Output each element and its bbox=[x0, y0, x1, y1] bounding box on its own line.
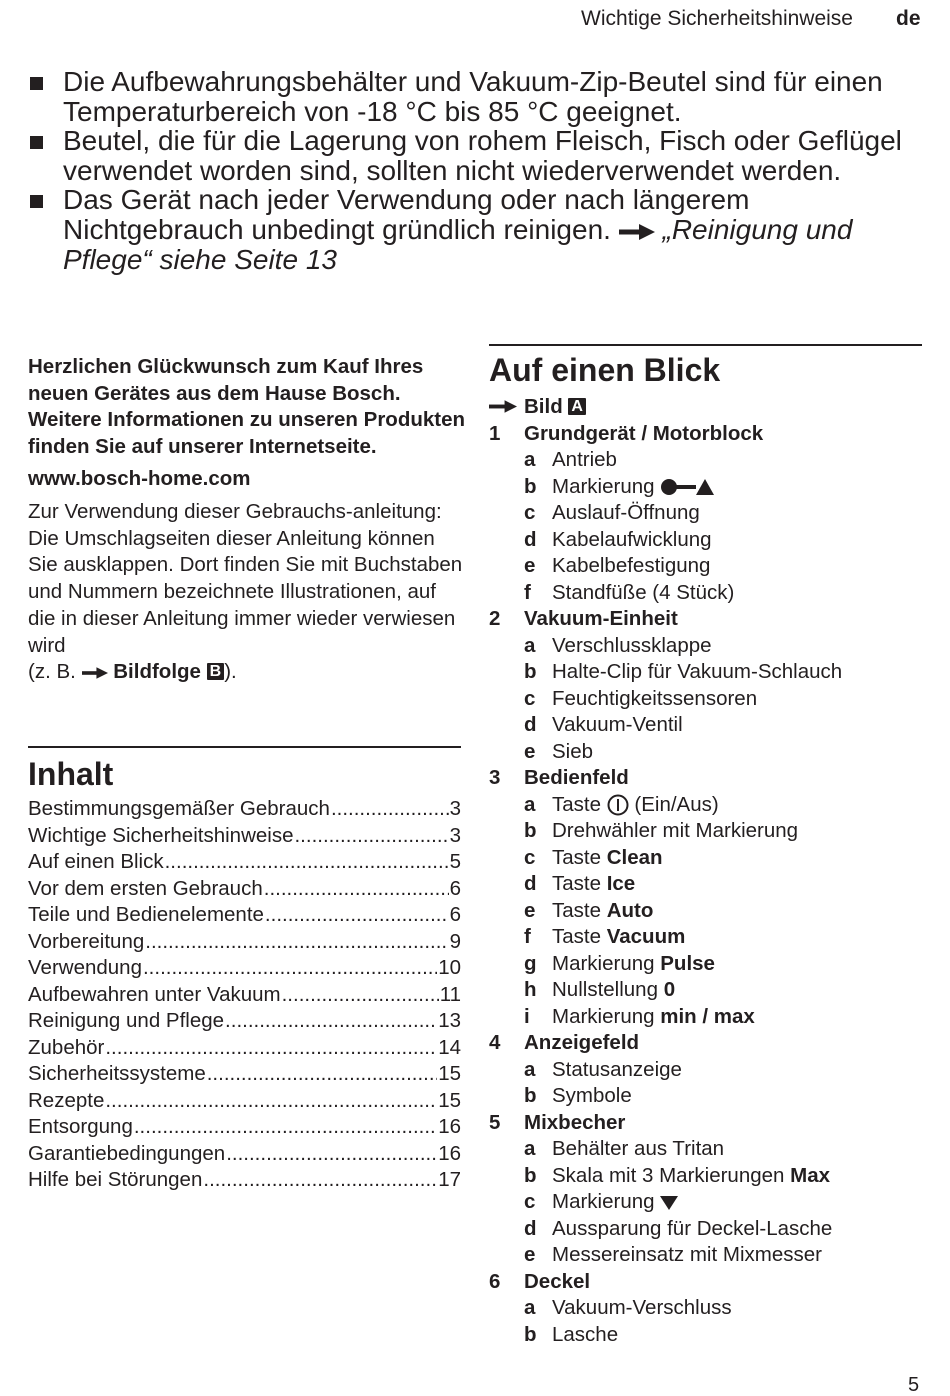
toc-entry-label: Bestimmungsgemäßer Gebrauch bbox=[28, 797, 330, 820]
toc-leader-dots bbox=[294, 823, 448, 850]
toc-entry-page: 15 bbox=[438, 1062, 461, 1085]
item-text: Kabelaufwicklung bbox=[552, 527, 712, 551]
toc-entry-label: Verwendung bbox=[28, 956, 142, 979]
toc-entry-label: Teile und Bedienelemente bbox=[28, 903, 264, 926]
toc-entry-label: Garantiebedingungen bbox=[28, 1141, 226, 1165]
item-letter: b bbox=[524, 819, 537, 842]
item-text: Statusanzeige bbox=[552, 1057, 682, 1081]
item-text: Vakuum-Ventil bbox=[552, 713, 683, 736]
item-control-label: 0 bbox=[663, 978, 676, 1001]
toc-entry[interactable] bbox=[28, 849, 461, 876]
item-text: Skala mit 3 Markierungen bbox=[552, 1163, 785, 1187]
item-letter: a bbox=[524, 792, 536, 816]
toc-entry-label: Reinigung und Pflege bbox=[28, 1009, 225, 1032]
parts-group-heading bbox=[489, 765, 929, 792]
figure-reference[interactable] bbox=[489, 394, 929, 421]
toc-leader-dots bbox=[264, 876, 449, 903]
power-icon bbox=[607, 794, 629, 816]
toc-entry[interactable] bbox=[28, 982, 461, 1009]
toc-entry-page: 6 bbox=[449, 876, 461, 900]
toc-entry[interactable] bbox=[28, 902, 461, 929]
item-letter: a bbox=[524, 633, 536, 657]
item-control-label: Vacuum bbox=[606, 925, 686, 948]
square-bullet-icon bbox=[30, 136, 43, 149]
part-item bbox=[489, 898, 929, 925]
part-item bbox=[489, 871, 929, 898]
group-title: Vakuum-Einheit bbox=[524, 607, 678, 630]
section-divider bbox=[28, 746, 461, 748]
item-text: Markierung bbox=[552, 951, 655, 975]
part-item bbox=[489, 633, 929, 660]
part-item bbox=[489, 845, 929, 872]
item-text: Nullstellung bbox=[552, 978, 658, 1001]
item-control-label: Clean bbox=[606, 845, 663, 869]
toc-entry[interactable] bbox=[28, 1167, 461, 1194]
part-item bbox=[489, 1083, 929, 1110]
toc-entry[interactable] bbox=[28, 1008, 461, 1035]
item-letter: e bbox=[524, 554, 536, 577]
toc-leader-dots bbox=[226, 1141, 437, 1168]
toc-leader-dots bbox=[207, 1061, 437, 1088]
bullet-text: Beutel, die für die Lagerung von rohem Fleisch, Fisch oder Geflügel verwendet worden sind, sollten nicht wiederverwendet werden. bbox=[63, 125, 902, 186]
toc-entry-page: 5 bbox=[449, 850, 461, 873]
bullet-text: Die Aufbewahrungsbehälter und Vakuum-Zip-Beutel sind für einen Temperaturbereich von -18 °C bis 85 °C geeignet. bbox=[63, 66, 883, 127]
item-text: Behälter aus Tritan bbox=[552, 1137, 725, 1160]
toc-entry-label: Vor dem ersten Gebrauch bbox=[28, 876, 263, 900]
item-text: Auslauf-Öffnung bbox=[552, 501, 700, 524]
part-item bbox=[489, 951, 929, 978]
item-text: Taste bbox=[552, 898, 601, 922]
item-control-label: Ice bbox=[606, 872, 636, 895]
toc-entry-page: 6 bbox=[449, 903, 461, 926]
item-control-label: Auto bbox=[606, 898, 654, 922]
item-letter: e bbox=[524, 1243, 536, 1266]
item-letter: c bbox=[524, 686, 536, 710]
item-control-label: Pulse bbox=[660, 951, 715, 975]
toc-entry-label: Hilfe bei Störungen bbox=[28, 1168, 203, 1191]
toc-entry[interactable] bbox=[28, 796, 461, 823]
toc-entry-label: Aufbewahren unter Vakuum bbox=[28, 982, 281, 1006]
toc-entry[interactable] bbox=[28, 1114, 461, 1141]
part-item bbox=[489, 1163, 929, 1190]
item-letter: c bbox=[524, 1190, 536, 1213]
toc-entry-page: 3 bbox=[449, 797, 461, 820]
part-item bbox=[489, 1004, 929, 1031]
safety-bullet bbox=[28, 185, 908, 274]
toc-leader-dots bbox=[134, 1114, 437, 1141]
toc-entry[interactable] bbox=[28, 823, 461, 850]
toc-entry-label: Entsorgung bbox=[28, 1115, 133, 1138]
toc-leader-dots bbox=[331, 796, 449, 823]
parts-group-heading bbox=[489, 606, 929, 633]
item-text: Markierung bbox=[552, 1004, 655, 1028]
arrow-right-icon bbox=[82, 667, 108, 679]
toc-leader-dots bbox=[105, 1035, 437, 1062]
item-text: Taste bbox=[552, 925, 601, 948]
group-title: Grundgerät / Motorblock bbox=[524, 421, 764, 445]
part-item bbox=[489, 659, 929, 686]
safety-bullet bbox=[28, 67, 908, 126]
item-text: Halte-Clip für Vakuum-Schlauch bbox=[552, 660, 843, 683]
part-item bbox=[489, 977, 929, 1004]
toc-entry-page: 16 bbox=[438, 1115, 461, 1138]
square-bullet-icon bbox=[30, 195, 43, 208]
running-header-title: Wichtige Sicherheitshinweise bbox=[581, 7, 853, 30]
item-text: Vakuum-Verschluss bbox=[552, 1296, 732, 1319]
part-item bbox=[489, 1189, 929, 1216]
item-letter: b bbox=[524, 474, 537, 498]
part-item bbox=[489, 686, 929, 713]
part-item bbox=[489, 1322, 929, 1349]
part-item bbox=[489, 1295, 929, 1322]
usage-text: Zur Verwendung dieser Gebrauchs-anleitung: Die Umschlagseiten dieser Anleitung können Sie ausklappen. Dort finden Sie mit Buchstaben und Nummern bezeichnete Illustrationen, auf die in dieser Anleitung immer wieder verwiesen wird bbox=[28, 500, 463, 657]
item-letter: b bbox=[524, 1322, 537, 1346]
toc-entry[interactable] bbox=[28, 1035, 461, 1062]
congratulations-text: Herzlichen Glückwunsch zum Kauf Ihres neuen Gerätes aus dem Hause Bosch. Weitere Informationen zu unseren Produkten finden Sie auf unserer Internetseite. bbox=[28, 355, 466, 458]
item-text: Taste bbox=[552, 872, 601, 895]
group-title: Deckel bbox=[524, 1269, 591, 1293]
toc-entry-label: Rezepte bbox=[28, 1088, 105, 1112]
item-letter: e bbox=[524, 739, 536, 763]
part-item bbox=[489, 712, 929, 739]
toc-leader-dots bbox=[105, 1088, 437, 1115]
item-control-label: Max bbox=[790, 1163, 831, 1187]
item-text: Symbole bbox=[552, 1084, 632, 1107]
item-letter: a bbox=[524, 1296, 536, 1319]
part-item bbox=[489, 1216, 929, 1243]
group-number: 5 bbox=[489, 1110, 501, 1134]
part-item bbox=[489, 1057, 929, 1084]
item-letter: f bbox=[524, 580, 531, 604]
item-letter: a bbox=[524, 1137, 536, 1160]
safety-bullet bbox=[28, 126, 908, 185]
part-item bbox=[489, 474, 929, 501]
table-of-contents bbox=[28, 796, 461, 1194]
item-text: Feuchtigkeitssensoren bbox=[552, 686, 758, 710]
toc-entry-page: 11 bbox=[439, 982, 461, 1006]
parts-group-heading bbox=[489, 1269, 929, 1296]
figure-label: Bild bbox=[524, 395, 563, 418]
group-number: 4 bbox=[489, 1031, 501, 1054]
item-letter: b bbox=[524, 660, 537, 683]
toc-leader-dots bbox=[282, 982, 439, 1009]
website-url[interactable]: www.bosch-home.com bbox=[28, 467, 251, 490]
item-letter: c bbox=[524, 845, 536, 869]
group-number: 6 bbox=[489, 1269, 501, 1293]
item-text: Markierung bbox=[552, 1190, 655, 1213]
parts-group-heading bbox=[489, 421, 929, 448]
item-letter: h bbox=[524, 978, 537, 1001]
toc-entry-page: 9 bbox=[449, 929, 461, 953]
item-letter: d bbox=[524, 872, 537, 895]
toc-heading: Inhalt bbox=[28, 756, 114, 792]
item-letter: i bbox=[524, 1004, 530, 1028]
item-text: Markierung bbox=[552, 474, 655, 498]
part-item bbox=[489, 739, 929, 766]
figure-letter-badge: A bbox=[568, 398, 586, 415]
toc-entry-page: 14 bbox=[438, 1035, 461, 1059]
overview-heading: Auf einen Blick bbox=[489, 352, 721, 388]
toc-entry-label: Auf einen Blick bbox=[28, 850, 164, 873]
item-text: Drehwähler mit Markierung bbox=[552, 819, 799, 842]
item-text: Messereinsatz mit Mixmesser bbox=[552, 1243, 822, 1266]
group-title: Bedienfeld bbox=[524, 766, 629, 789]
toc-leader-dots bbox=[145, 929, 448, 956]
triangle-down-icon bbox=[660, 1195, 678, 1211]
item-letter: a bbox=[524, 448, 536, 471]
item-text: Taste bbox=[552, 845, 601, 869]
item-control-label: min / max bbox=[660, 1004, 755, 1028]
toc-leader-dots bbox=[203, 1167, 437, 1194]
toc-entry-page: 10 bbox=[438, 956, 461, 979]
toc-entry-page: 16 bbox=[438, 1141, 461, 1165]
item-letter: b bbox=[524, 1084, 537, 1107]
bullet-text: Das Gerät nach jeder Verwendung oder nach längerem Nichtgebrauch unbedingt gründlich reinigen. bbox=[63, 184, 750, 245]
parts-group-heading bbox=[489, 1110, 929, 1137]
item-text: Antrieb bbox=[552, 448, 617, 471]
parts-group-heading bbox=[489, 1030, 929, 1057]
toc-entry-page: 15 bbox=[438, 1088, 461, 1112]
item-letter: d bbox=[524, 527, 537, 551]
section-divider bbox=[489, 344, 922, 346]
example-suffix: ). bbox=[224, 660, 237, 684]
part-item bbox=[489, 1136, 929, 1163]
item-letter: f bbox=[524, 925, 531, 948]
intro-section bbox=[28, 354, 468, 686]
group-title: Mixbecher bbox=[524, 1110, 626, 1134]
toc-entry[interactable] bbox=[28, 1061, 461, 1088]
page-number: 5 bbox=[908, 1374, 920, 1396]
part-item bbox=[489, 553, 929, 580]
toc-entry-label: Wichtige Sicherheitshinweise bbox=[28, 823, 294, 847]
toc-leader-dots bbox=[143, 955, 437, 982]
toc-entry[interactable] bbox=[28, 1141, 461, 1168]
item-letter: e bbox=[524, 898, 536, 922]
item-text: Verschlussklappe bbox=[552, 633, 712, 657]
toc-leader-dots bbox=[225, 1008, 437, 1035]
usage-instructions bbox=[28, 499, 468, 686]
item-text-after: (Ein/Aus) bbox=[634, 792, 719, 816]
item-text: Standfüße (4 Stück) bbox=[552, 580, 735, 604]
item-letter: d bbox=[524, 713, 537, 736]
arrow-right-icon bbox=[489, 400, 517, 413]
item-letter: b bbox=[524, 1163, 537, 1187]
dot-line-triangle-icon bbox=[660, 478, 714, 496]
part-item bbox=[489, 924, 929, 951]
toc-entry-page: 13 bbox=[438, 1009, 461, 1032]
toc-leader-dots bbox=[165, 849, 449, 876]
toc-entry-page: 17 bbox=[438, 1168, 461, 1191]
group-number: 3 bbox=[489, 766, 501, 789]
arrow-right-icon bbox=[619, 224, 655, 240]
toc-entry[interactable] bbox=[28, 929, 461, 956]
part-item bbox=[489, 818, 929, 845]
part-item bbox=[489, 527, 929, 554]
item-letter: g bbox=[524, 951, 537, 975]
example-prefix: (z. B. bbox=[28, 660, 82, 684]
square-bullet-icon bbox=[30, 77, 43, 90]
part-item bbox=[489, 447, 929, 474]
item-text: Aussparung für Deckel-Lasche bbox=[552, 1216, 833, 1240]
toc-entry[interactable] bbox=[28, 1088, 461, 1115]
part-item bbox=[489, 792, 929, 819]
group-number: 1 bbox=[489, 421, 501, 445]
figure-sequence-ref[interactable]: Bildfolge bbox=[113, 660, 201, 684]
item-text: Sieb bbox=[552, 739, 594, 763]
toc-entry[interactable] bbox=[28, 955, 461, 982]
item-letter: d bbox=[524, 1216, 537, 1240]
language-code: de bbox=[896, 7, 921, 30]
group-number: 2 bbox=[489, 607, 501, 630]
item-text: Lasche bbox=[552, 1322, 619, 1346]
part-item bbox=[489, 1242, 929, 1269]
toc-leader-dots bbox=[265, 902, 449, 929]
cross-reference-link[interactable]: „Reinigung und Pflege“ siehe Seite 13 bbox=[63, 213, 853, 275]
item-text: Kabelbefestigung bbox=[552, 554, 711, 577]
item-letter: c bbox=[524, 501, 536, 524]
toc-entry-label: Vorbereitung bbox=[28, 929, 145, 953]
parts-overview-list bbox=[489, 394, 929, 1348]
toc-entry-label: Zubehör bbox=[28, 1035, 105, 1059]
toc-entry-page: 3 bbox=[449, 823, 461, 847]
figure-letter-badge: B bbox=[207, 663, 225, 680]
part-item bbox=[489, 500, 929, 527]
item-text: Taste bbox=[552, 792, 601, 816]
toc-entry-label: Sicherheitssysteme bbox=[28, 1062, 206, 1085]
group-title: Anzeigefeld bbox=[524, 1031, 640, 1054]
safety-bullet-list bbox=[28, 67, 908, 274]
part-item bbox=[489, 580, 929, 607]
toc-entry[interactable] bbox=[28, 876, 461, 903]
item-letter: a bbox=[524, 1057, 536, 1081]
